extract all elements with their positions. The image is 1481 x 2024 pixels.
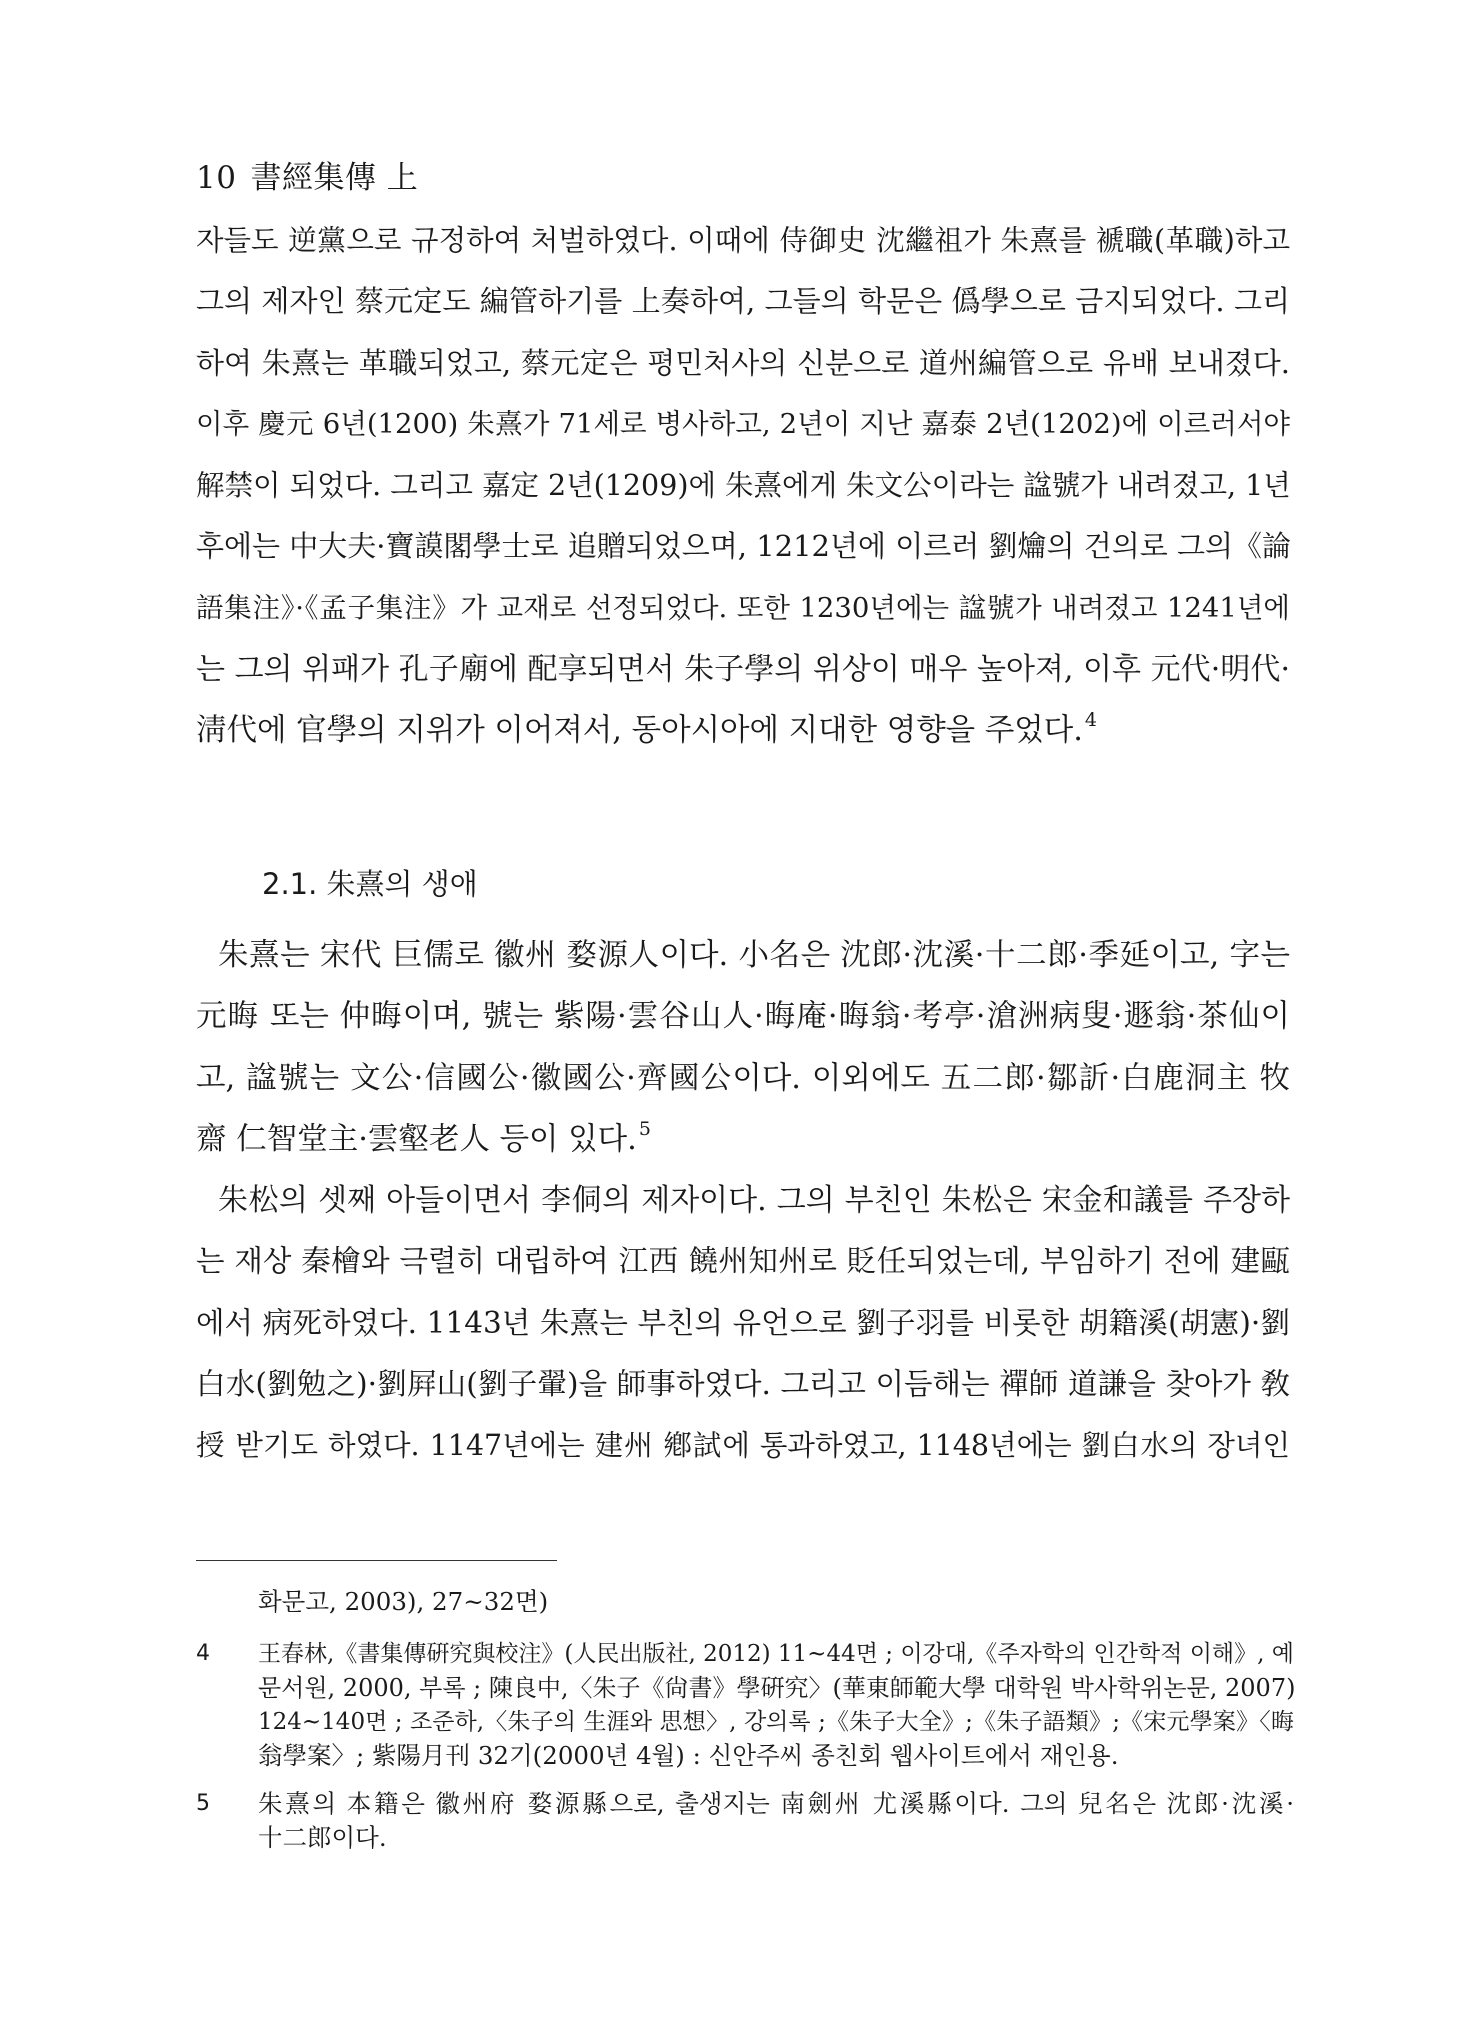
section-heading: 2.1. 朱熹의 생애: [262, 867, 478, 901]
text-line: 元晦 또는 仲晦이며, 號는 紫陽·雲谷山人·晦庵·晦翁·考亭·滄洲病叟·遯翁·茶仙이: [196, 999, 1290, 1035]
text-line: 하여 朱熹는 革職되었고, 蔡元定은 평민처사의 신분으로 道州編管으로 유배 보내졌다.: [196, 345, 1290, 380]
footnote-line: 翁學案〉; 紫陽月刊 32기(2000년 4월) : 신안주씨 종친회 웹사이트에서 재인용.: [258, 1741, 1119, 1770]
footnote-ref-4[interactable]: 4: [1084, 709, 1097, 732]
text-line: 는 그의 위패가 孔子廟에 配享되면서 朱子學의 위상이 매우 높아져, 이후 元代·明代·: [196, 652, 1290, 688]
footnote-divider: [196, 1560, 557, 1561]
footnote-5: [196, 1787, 1294, 1855]
paragraph-2: [196, 925, 1290, 1170]
text-line: 그의 제자인 蔡元定도 編管하기를 上奏하여, 그들의 학문은 僞學으로 금지되었다. 그리: [196, 284, 1290, 319]
text-line: 解禁이 되었다. 그리고 嘉定 2년(1209)에 朱熹에게 朱文公이라는 諡號가 내려졌고, 1년: [196, 469, 1291, 503]
footnotes: [196, 1585, 1294, 1869]
footnote-number: 4: [196, 1641, 210, 1666]
footnote-4: [196, 1637, 1294, 1773]
text-line: 는 재상 秦檜와 극렬히 대립하여 江西 饒州知州로 貶任되었는데, 부임하기 전에 建甌: [196, 1244, 1290, 1279]
text-line: 朱松의 셋째 아들이면서 李侗의 제자이다. 그의 부친인 朱松은 宋金和議를 주장하: [218, 1183, 1290, 1218]
footnote-line: 朱熹의 本籍은 徽州府 婺源縣으로, 출생지는 南劍州 尤溪縣이다. 그의 兒名은 沈郎·沈溪·: [258, 1789, 1294, 1818]
text-line: 語集注》·《孟子集注》가 교재로 선정되었다. 또한 1230년에는 諡號가 내려졌고 1241년에: [196, 591, 1290, 624]
text-line: 에서 病死하였다. 1143년 朱熹는 부친의 유언으로 劉子羽를 비롯한 胡籍溪(胡憲)·劉: [196, 1305, 1290, 1340]
running-head: [196, 152, 418, 197]
text-line: 白水(劉勉之)·劉屛山(劉子翬)을 師事하였다. 그리고 이듬해는 禪師 道謙을 찾아가 敎: [196, 1366, 1290, 1401]
page-number: 10: [196, 160, 237, 196]
text-line-content: 淸代에 官學의 지위가 이어져서, 동아시아에 지대한 영향을 주었다.: [196, 713, 1083, 749]
text-line-last: [196, 700, 1290, 761]
text-line: 자들도 逆黨으로 규정하여 처벌하였다. 이때에 侍御史 沈繼祖가 朱熹를 褫職(革職)하고: [196, 224, 1290, 257]
book-title: 書經集傳 上: [250, 160, 419, 196]
footnote-number: 5: [196, 1791, 210, 1816]
footnote-line: 十二郎이다.: [258, 1823, 387, 1852]
paragraph-1: [196, 210, 1290, 762]
text-line-content: 齋 仁智堂主·雲壑老人 등이 있다.: [196, 1121, 637, 1157]
text-line: 이후 慶元 6년(1200) 朱熹가 71세로 병사하고, 2년이 지난 嘉泰 2년(1202)에 이르러서야: [196, 407, 1290, 440]
footnote-line: 124~140면 ; 조준하,〈朱子의 生涯와 思想〉, 강의록 ;《朱子大全》;《朱子語類》;《宋元學案》〈晦: [258, 1709, 1294, 1735]
footnote-ref-5[interactable]: 5: [638, 1117, 651, 1140]
footnote-line: 王春林,《書集傳硏究與校注》(人民出版社, 2012) 11~44면 ; 이강대,《주자학의 인간학적 이해》, 예: [258, 1641, 1294, 1667]
text-line: 고, 諡號는 文公·信國公·徽國公·齊國公이다. 이외에도 五二郎·鄒訢·白鹿洞主 牧: [196, 1060, 1290, 1096]
text-line: 授 받기도 하였다. 1147년에는 建州 鄕試에 통과하였고, 1148년에는 劉白水의 장녀인: [196, 1429, 1290, 1463]
text-line: 朱熹는 宋代 巨儒로 徽州 婺源人이다. 小名은 沈郎·沈溪·十二郎·季延이고, 字는: [218, 938, 1290, 973]
paragraph-3: [196, 1170, 1290, 1476]
footnote-continuation: 화문고, 2003), 27~32면): [258, 1587, 549, 1616]
text-line: 후에는 中大夫·寶謨閣學士로 追贈되었으며, 1212년에 이르러 劉爚의 건의로 그의《論: [196, 529, 1292, 564]
text-line-last: [196, 1109, 1290, 1170]
footnote-line: 문서원, 2000, 부록 ; 陳良中,〈朱子《尙書》學硏究〉(華東師範大學 대학원 박사학위논문, 2007): [258, 1674, 1296, 1702]
